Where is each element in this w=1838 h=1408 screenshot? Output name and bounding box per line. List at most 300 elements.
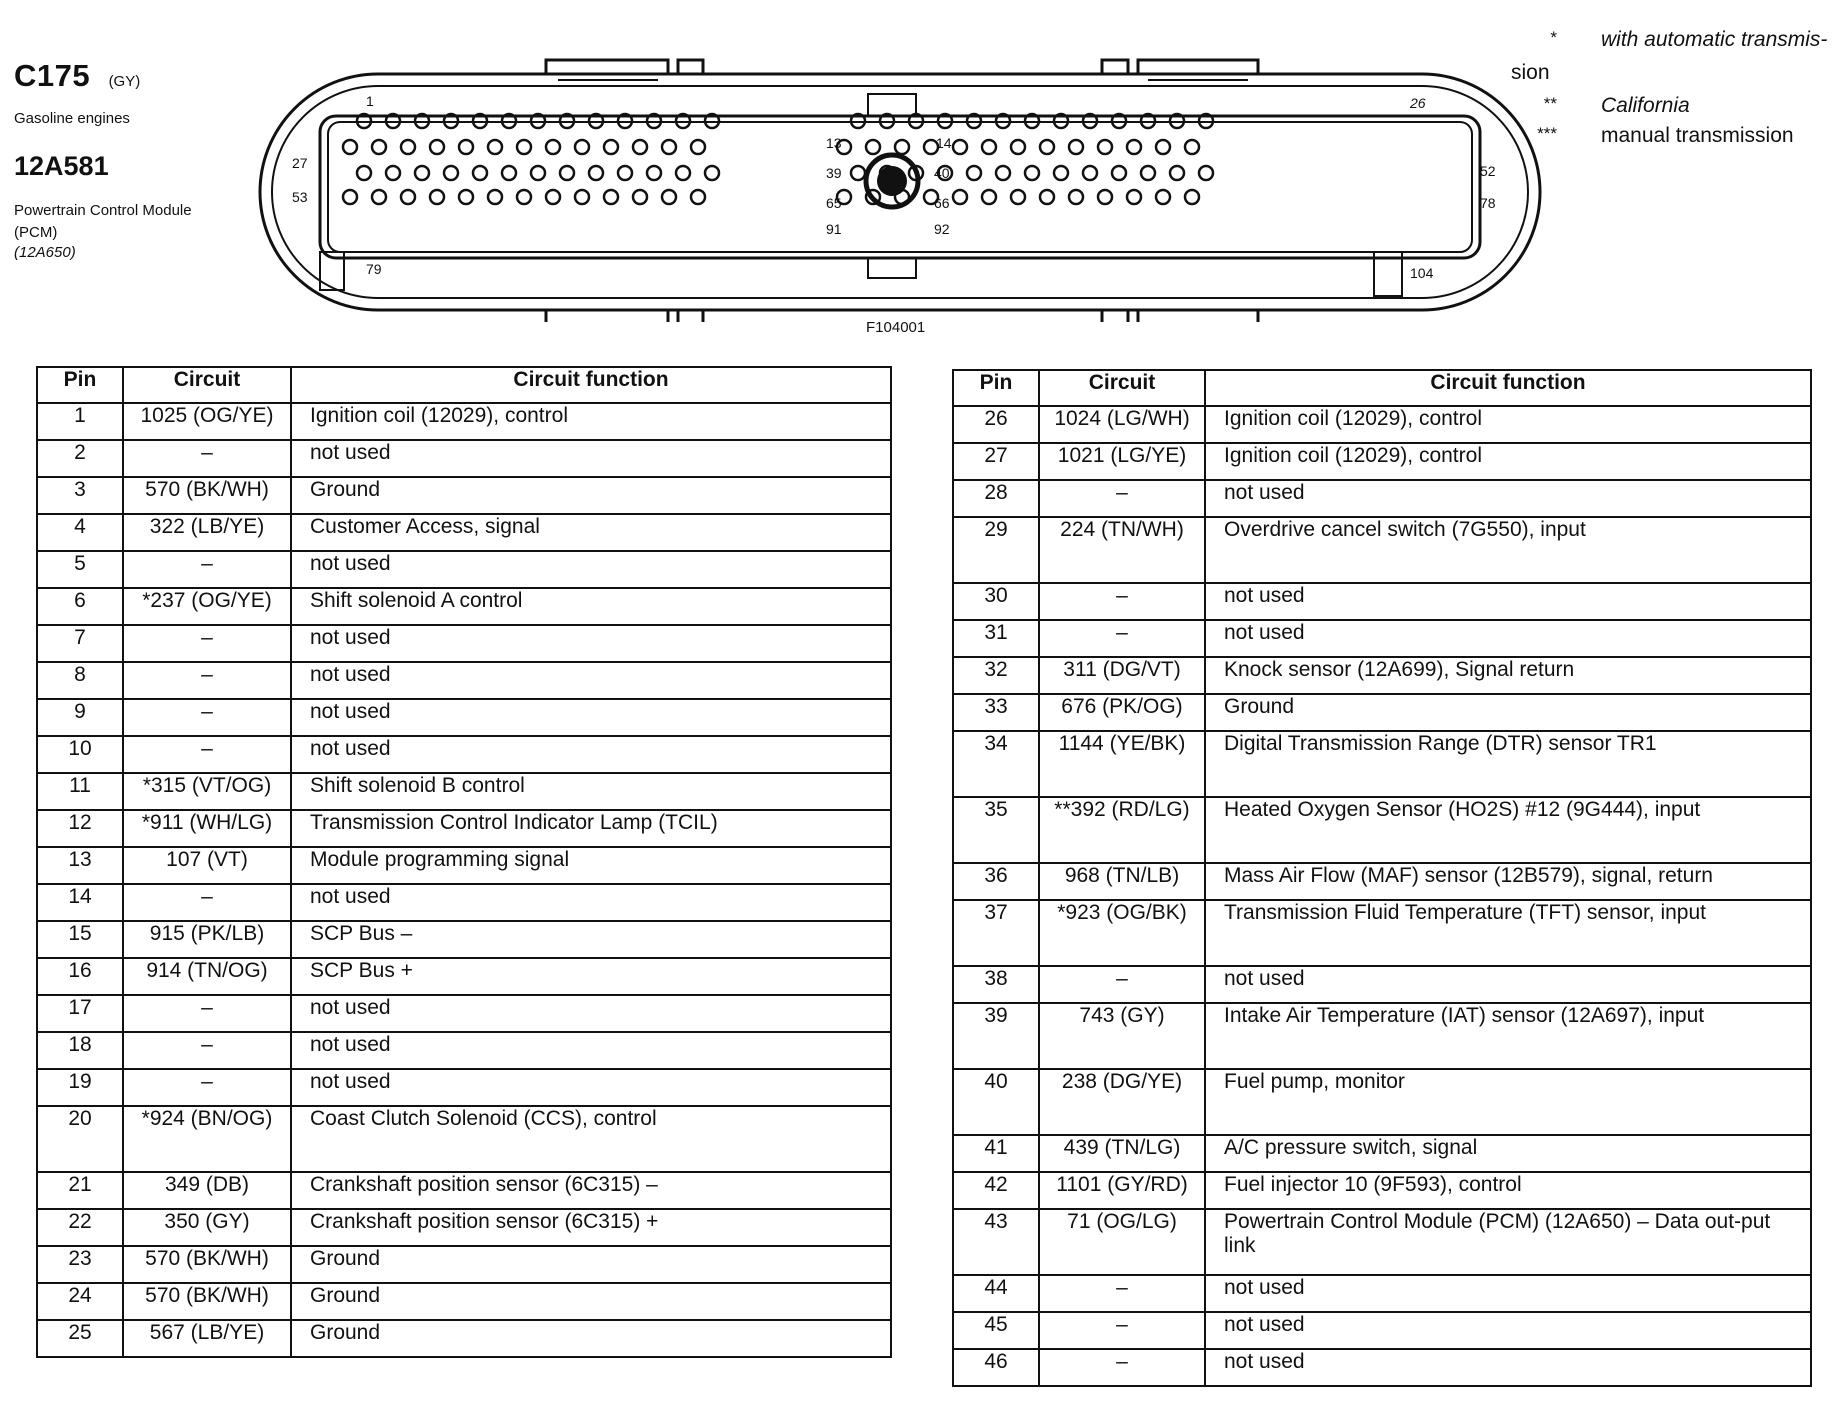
- table-row: [37, 884, 891, 921]
- circuit-cell: 570 (BK/WH): [123, 1246, 291, 1283]
- table-row: [37, 1246, 891, 1283]
- pin-hole-icon: [662, 140, 676, 154]
- header-circuit: Circuit: [123, 367, 291, 403]
- circuit-cell: *923 (OG/BK): [1039, 900, 1205, 966]
- pin-hole-icon: [386, 166, 400, 180]
- pin-label-39: 39: [826, 165, 842, 181]
- function-cell: not used: [1205, 1349, 1811, 1386]
- circuit-cell: 439 (TN/LG): [1039, 1135, 1205, 1172]
- pin-hole-icon: [647, 166, 661, 180]
- function-cell: Shift solenoid B control: [291, 773, 891, 810]
- pin-hole-icon: [401, 190, 415, 204]
- table-row: [953, 863, 1811, 900]
- circuit-cell: 1144 (YE/BK): [1039, 731, 1205, 797]
- circuit-cell: 1101 (GY/RD): [1039, 1172, 1205, 1209]
- function-cell: Ground: [291, 1246, 891, 1283]
- pin-label-66: 66: [934, 195, 950, 211]
- pin-label-52: 52: [1480, 163, 1496, 179]
- pin-hole-icon: [633, 140, 647, 154]
- circuit-cell: 71 (OG/LG): [1039, 1209, 1205, 1275]
- footnote-mark: *: [1550, 28, 1557, 47]
- function-cell: Intake Air Temperature (IAT) sensor (12A697), input: [1205, 1003, 1811, 1069]
- pin-cell: 19: [37, 1069, 123, 1106]
- connector-color: (GY): [108, 73, 141, 90]
- table-row: [953, 797, 1811, 863]
- pin-cell: 1: [37, 403, 123, 440]
- pin-hole-icon: [343, 190, 357, 204]
- function-cell: not used: [1205, 480, 1811, 517]
- function-cell: Overdrive cancel switch (7G550), input: [1205, 517, 1811, 583]
- circuit-cell: 350 (GY): [123, 1209, 291, 1246]
- pin-cell: 20: [37, 1106, 123, 1172]
- pin-hole-icon: [953, 140, 967, 154]
- function-cell: Crankshaft position sensor (6C315) +: [291, 1209, 891, 1246]
- table-body-left: [37, 403, 891, 1357]
- function-cell: Transmission Fluid Temperature (TFT) sensor, input: [1205, 900, 1811, 966]
- circuit-cell: –: [123, 662, 291, 699]
- table-row: [37, 958, 891, 995]
- pin-hole-icon: [546, 190, 560, 204]
- pin-label-14: 14: [936, 135, 952, 151]
- pin-hole-icon: [996, 166, 1010, 180]
- pin-hole-icon: [1040, 190, 1054, 204]
- circuit-cell: –: [1039, 1312, 1205, 1349]
- pin-cell: 31: [953, 620, 1039, 657]
- circuit-cell: –: [1039, 620, 1205, 657]
- pin-hole-icon: [953, 190, 967, 204]
- table-row: [953, 1003, 1811, 1069]
- pin-label-104: 104: [1410, 265, 1434, 281]
- function-cell: not used: [1205, 620, 1811, 657]
- pin-cell: 34: [953, 731, 1039, 797]
- pin-hole-icon: [575, 190, 589, 204]
- connector-id: C175: [14, 58, 91, 93]
- table-row: [37, 403, 891, 440]
- pin-label-26: 26: [1410, 95, 1426, 111]
- connector-info: [14, 58, 254, 261]
- header-circuit: Circuit: [1039, 370, 1205, 406]
- pin-hole-icon: [691, 190, 705, 204]
- pin-hole-icon: [1185, 140, 1199, 154]
- footnote-wrap-text: sion: [1511, 61, 1550, 84]
- function-cell: Transmission Control Indicator Lamp (TCIL): [291, 810, 891, 847]
- function-cell: A/C pressure switch, signal: [1205, 1135, 1811, 1172]
- circuit-cell: 570 (BK/WH): [123, 477, 291, 514]
- circuit-cell: 567 (LB/YE): [123, 1320, 291, 1357]
- pin-cell: 9: [37, 699, 123, 736]
- function-cell: not used: [291, 736, 891, 773]
- circuit-cell: 1021 (LG/YE): [1039, 443, 1205, 480]
- pin-cell: 3: [37, 477, 123, 514]
- pin-cell: 10: [37, 736, 123, 773]
- circuit-cell: 570 (BK/WH): [123, 1283, 291, 1320]
- pin-table-right: [952, 369, 1812, 1387]
- pin-hole-icon: [575, 140, 589, 154]
- table-row: [37, 477, 891, 514]
- pin-hole-icon: [967, 166, 981, 180]
- circuit-cell: –: [123, 736, 291, 773]
- circuit-cell: –: [123, 1069, 291, 1106]
- circuit-cell: 311 (DG/VT): [1039, 657, 1205, 694]
- pin-hole-icon: [1156, 140, 1170, 154]
- pin-hole-icon: [517, 140, 531, 154]
- pin-hole-icon: [343, 140, 357, 154]
- circuit-cell: 743 (GY): [1039, 1003, 1205, 1069]
- pin-hole-icon: [982, 190, 996, 204]
- table-row: [37, 625, 891, 662]
- pin-cell: 24: [37, 1283, 123, 1320]
- function-cell: Ground: [1205, 694, 1811, 731]
- table-row: [37, 588, 891, 625]
- pin-hole-icon: [676, 166, 690, 180]
- table-row: [37, 551, 891, 588]
- pin-label-92: 92: [934, 221, 950, 237]
- pin-cell: 27: [953, 443, 1039, 480]
- pin-hole-icon: [1069, 190, 1083, 204]
- pin-hole-icon: [604, 140, 618, 154]
- function-cell: Shift solenoid A control: [291, 588, 891, 625]
- pin-hole-icon: [705, 166, 719, 180]
- table-row: [37, 1069, 891, 1106]
- table-row: [953, 1209, 1811, 1275]
- pin-hole-icon: [517, 190, 531, 204]
- header-pin: Pin: [953, 370, 1039, 406]
- table-row: [953, 1069, 1811, 1135]
- footnote-automatic: [1505, 28, 1835, 58]
- pin-hole-icon: [982, 140, 996, 154]
- circuit-cell: –: [1039, 480, 1205, 517]
- pin-cell: 7: [37, 625, 123, 662]
- function-cell: Heated Oxygen Sensor (HO2S) #12 (9G444), input: [1205, 797, 1811, 863]
- circuit-cell: *237 (OG/YE): [123, 588, 291, 625]
- table-row: [37, 736, 891, 773]
- header-pin: Pin: [37, 367, 123, 403]
- pin-hole-icon: [866, 140, 880, 154]
- part-number: 12A581: [14, 151, 109, 181]
- pin-label-65: 65: [826, 195, 842, 211]
- pin-hole-icon: [488, 140, 502, 154]
- pin-cell: 37: [953, 900, 1039, 966]
- table-row: [953, 900, 1811, 966]
- pin-hole-icon: [1156, 190, 1170, 204]
- pin-hole-icon: [357, 166, 371, 180]
- engine-type: Gasoline engines: [14, 110, 130, 127]
- footnote-text: manual transmission: [1601, 124, 1794, 147]
- pin-hole-icon: [1083, 166, 1097, 180]
- table-row: [37, 699, 891, 736]
- circuit-cell: *911 (WH/LG): [123, 810, 291, 847]
- circuit-cell: –: [123, 995, 291, 1032]
- table-row: [953, 517, 1811, 583]
- function-cell: Powertrain Control Module (PCM) (12A650) – Data out-put link: [1205, 1209, 1811, 1275]
- circuit-cell: 224 (TN/WH): [1039, 517, 1205, 583]
- function-cell: not used: [1205, 966, 1811, 1003]
- pin-cell: 45: [953, 1312, 1039, 1349]
- footnote-mark: **: [1543, 94, 1557, 113]
- table-row: [953, 480, 1811, 517]
- footnote-mark: ***: [1537, 124, 1557, 143]
- table-row: [953, 731, 1811, 797]
- pin-cell: 33: [953, 694, 1039, 731]
- pin-hole-icon: [1040, 140, 1054, 154]
- pin-label-78: 78: [1480, 195, 1496, 211]
- pin-cell: 13: [37, 847, 123, 884]
- table-row: [37, 1283, 891, 1320]
- pin-cell: 23: [37, 1246, 123, 1283]
- pin-cell: 2: [37, 440, 123, 477]
- pin-hole-icon: [1127, 140, 1141, 154]
- table-row: [37, 440, 891, 477]
- pin-cell: 25: [37, 1320, 123, 1357]
- function-cell: Digital Transmission Range (DTR) sensor TR1: [1205, 731, 1811, 797]
- circuit-cell: 915 (PK/LB): [123, 921, 291, 958]
- function-cell: not used: [291, 551, 891, 588]
- function-cell: Crankshaft position sensor (6C315) –: [291, 1172, 891, 1209]
- function-cell: not used: [291, 625, 891, 662]
- function-cell: not used: [1205, 1275, 1811, 1312]
- pin-hole-icon: [604, 190, 618, 204]
- table-body-right: [953, 406, 1811, 1386]
- table-row: [953, 657, 1811, 694]
- pin-label-1: 1: [366, 93, 374, 109]
- pin-hole-icon: [662, 190, 676, 204]
- table-row: [953, 406, 1811, 443]
- module-name: Powertrain Control Module (PCM): [14, 202, 192, 241]
- pin-cell: 32: [953, 657, 1039, 694]
- pin-hole-icon: [1199, 166, 1213, 180]
- pin-holes: [343, 114, 1213, 204]
- function-cell: not used: [291, 1069, 891, 1106]
- pin-hole-icon: [895, 140, 909, 154]
- table-row: [953, 694, 1811, 731]
- circuit-cell: 914 (TN/OG): [123, 958, 291, 995]
- pin-cell: 42: [953, 1172, 1039, 1209]
- table-row: [37, 921, 891, 958]
- table-row: [953, 583, 1811, 620]
- footnotes: [1505, 28, 1835, 154]
- pin-cell: 5: [37, 551, 123, 588]
- circuit-cell: –: [123, 884, 291, 921]
- table-row: [37, 1172, 891, 1209]
- pin-cell: 16: [37, 958, 123, 995]
- connector-face-diagram: [258, 52, 1548, 322]
- table-row: [37, 1320, 891, 1357]
- function-cell: Ground: [291, 1320, 891, 1357]
- pin-hole-icon: [851, 166, 865, 180]
- pin-hole-icon: [488, 190, 502, 204]
- pin-cell: 36: [953, 863, 1039, 900]
- function-cell: not used: [1205, 583, 1811, 620]
- function-cell: not used: [291, 995, 891, 1032]
- pin-cell: 11: [37, 773, 123, 810]
- pin-hole-icon: [1185, 190, 1199, 204]
- function-cell: not used: [291, 440, 891, 477]
- pin-hole-icon: [1069, 140, 1083, 154]
- header-function: Circuit function: [1205, 370, 1811, 406]
- table-row: [953, 1312, 1811, 1349]
- function-cell: SCP Bus –: [291, 921, 891, 958]
- circuit-cell: –: [1039, 966, 1205, 1003]
- pin-hole-icon: [473, 166, 487, 180]
- table-row: [953, 966, 1811, 1003]
- pin-cell: 8: [37, 662, 123, 699]
- pin-cell: 28: [953, 480, 1039, 517]
- pin-label-79: 79: [366, 261, 382, 277]
- figure-id: F104001: [866, 319, 926, 336]
- pin-hole-icon: [1127, 190, 1141, 204]
- circuit-cell: 238 (DG/YE): [1039, 1069, 1205, 1135]
- circuit-cell: 1025 (OG/YE): [123, 403, 291, 440]
- pin-hole-icon: [1112, 166, 1126, 180]
- table-row: [953, 443, 1811, 480]
- table-row: [953, 1135, 1811, 1172]
- header-function: Circuit function: [291, 367, 891, 403]
- connector-heading: [14, 58, 254, 94]
- table-header-row: [953, 370, 1811, 406]
- pin-hole-icon: [531, 166, 545, 180]
- table-row: [37, 773, 891, 810]
- circuit-cell: –: [1039, 1275, 1205, 1312]
- function-cell: not used: [1205, 1312, 1811, 1349]
- function-cell: SCP Bus +: [291, 958, 891, 995]
- function-cell: Coast Clutch Solenoid (CCS), control: [291, 1106, 891, 1172]
- function-cell: Ground: [291, 477, 891, 514]
- circuit-cell: –: [1039, 1349, 1205, 1386]
- pin-label-91: 91: [826, 221, 842, 237]
- pin-cell: 4: [37, 514, 123, 551]
- footnote-wrap-line: [1505, 58, 1835, 94]
- footnote-manual: [1505, 124, 1835, 154]
- pin-label-13: 13: [826, 135, 842, 151]
- function-cell: Module programming signal: [291, 847, 891, 884]
- pin-hole-icon: [1098, 190, 1112, 204]
- pin-table-left: [36, 366, 892, 1358]
- pin-hole-icon: [1025, 166, 1039, 180]
- circuit-cell: 968 (TN/LB): [1039, 863, 1205, 900]
- pin-hole-icon: [430, 140, 444, 154]
- pin-cell: 6: [37, 588, 123, 625]
- function-cell: Fuel pump, monitor: [1205, 1069, 1811, 1135]
- circuit-cell: *315 (VT/OG): [123, 773, 291, 810]
- circuit-cell: –: [123, 699, 291, 736]
- footnote-text: California: [1601, 94, 1690, 117]
- table-row: [37, 1032, 891, 1069]
- circuit-cell: *924 (BN/OG): [123, 1106, 291, 1172]
- pin-hole-icon: [430, 190, 444, 204]
- circuit-cell: 349 (DB): [123, 1172, 291, 1209]
- table-row: [37, 514, 891, 551]
- pin-cell: 44: [953, 1275, 1039, 1312]
- pin-hole-icon: [1141, 166, 1155, 180]
- pin-cell: 30: [953, 583, 1039, 620]
- pin-cell: 35: [953, 797, 1039, 863]
- pin-cell: 22: [37, 1209, 123, 1246]
- pin-hole-icon: [560, 166, 574, 180]
- function-cell: Ground: [291, 1283, 891, 1320]
- function-cell: Ignition coil (12029), control: [1205, 443, 1811, 480]
- pin-hole-icon: [1098, 140, 1112, 154]
- pin-hole-icon: [444, 166, 458, 180]
- pin-cell: 17: [37, 995, 123, 1032]
- table-header-row: [37, 367, 891, 403]
- pin-hole-icon: [633, 190, 647, 204]
- function-cell: not used: [291, 699, 891, 736]
- table-row: [37, 1209, 891, 1246]
- pin-hole-icon: [372, 190, 386, 204]
- table-row: [37, 847, 891, 884]
- pin-hole-icon: [546, 140, 560, 154]
- function-cell: not used: [291, 884, 891, 921]
- pin-hole-icon: [459, 190, 473, 204]
- table-row: [37, 1106, 891, 1172]
- module-part-number: (12A650): [14, 244, 76, 261]
- footnote-california: [1505, 94, 1835, 124]
- pin-cell: 38: [953, 966, 1039, 1003]
- circuit-cell: –: [123, 551, 291, 588]
- table-row: [953, 620, 1811, 657]
- pin-cell: 43: [953, 1209, 1039, 1275]
- circuit-cell: –: [123, 625, 291, 662]
- function-cell: Mass Air Flow (MAF) sensor (12B579), signal, return: [1205, 863, 1811, 900]
- pin-label-53: 53: [292, 189, 308, 205]
- function-cell: not used: [291, 1032, 891, 1069]
- table-row: [37, 810, 891, 847]
- function-cell: Knock sensor (12A699), Signal return: [1205, 657, 1811, 694]
- pin-cell: 14: [37, 884, 123, 921]
- function-cell: Customer Access, signal: [291, 514, 891, 551]
- pin-hole-icon: [401, 140, 415, 154]
- pin-cell: 15: [37, 921, 123, 958]
- pin-cell: 39: [953, 1003, 1039, 1069]
- circuit-cell: 676 (PK/OG): [1039, 694, 1205, 731]
- circuit-cell: 322 (LB/YE): [123, 514, 291, 551]
- function-cell: Ignition coil (12029), control: [1205, 406, 1811, 443]
- table-row: [37, 662, 891, 699]
- pin-hole-icon: [372, 140, 386, 154]
- pin-cell: 29: [953, 517, 1039, 583]
- circuit-cell: 1024 (LG/WH): [1039, 406, 1205, 443]
- function-cell: Fuel injector 10 (9F593), control: [1205, 1172, 1811, 1209]
- table-row: [953, 1172, 1811, 1209]
- circuit-cell: 107 (VT): [123, 847, 291, 884]
- pin-label-40: 40: [934, 165, 950, 181]
- pin-hole-icon: [1170, 166, 1184, 180]
- pin-hole-icon: [691, 140, 705, 154]
- function-cell: not used: [291, 662, 891, 699]
- pin-cell: 26: [953, 406, 1039, 443]
- table-row: [953, 1349, 1811, 1386]
- table-row: [953, 1275, 1811, 1312]
- pin-hole-icon: [589, 166, 603, 180]
- pin-label-27: 27: [292, 155, 308, 171]
- pin-hole-icon: [1011, 140, 1025, 154]
- pin-hole-icon: [502, 166, 516, 180]
- pin-cell: 18: [37, 1032, 123, 1069]
- pin-cell: 41: [953, 1135, 1039, 1172]
- pin-hole-icon: [618, 166, 632, 180]
- function-cell: Ignition coil (12029), control: [291, 403, 891, 440]
- pin-hole-icon: [1054, 166, 1068, 180]
- pin-hole-icon: [415, 166, 429, 180]
- pin-cell: 21: [37, 1172, 123, 1209]
- pin-hole-icon: [459, 140, 473, 154]
- pin-cell: 12: [37, 810, 123, 847]
- pin-hole-icon: [1011, 190, 1025, 204]
- circuit-cell: –: [123, 440, 291, 477]
- circuit-cell: –: [1039, 583, 1205, 620]
- table-row: [37, 995, 891, 1032]
- circuit-cell: –: [123, 1032, 291, 1069]
